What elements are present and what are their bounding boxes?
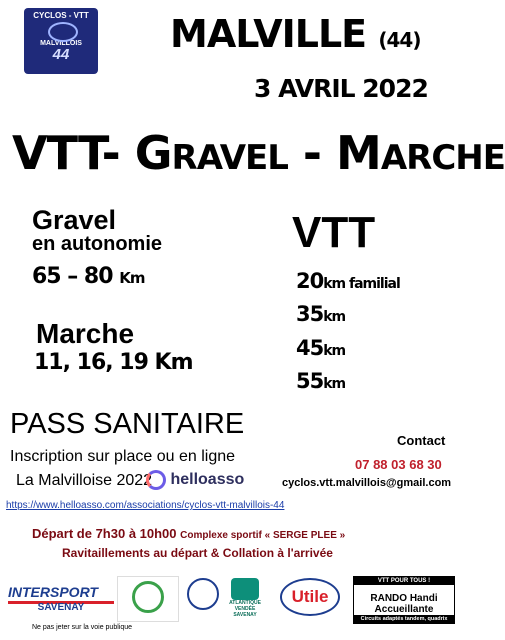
cyclist-icon <box>132 581 164 613</box>
vtt-distance-3 <box>296 336 345 360</box>
title-dash-1: - <box>101 126 135 180</box>
rando-top-banner: VTT POUR TOUS ! <box>354 577 454 585</box>
title-dash-2: - <box>287 126 337 180</box>
title-m: M <box>336 126 381 180</box>
vtt-distance-unit: km <box>323 309 346 325</box>
bike-swirl-icon <box>48 22 78 42</box>
gravel-distance-unit: Km <box>119 269 145 287</box>
event-city <box>170 12 421 56</box>
vtt-distance-4 <box>296 369 345 393</box>
main-title <box>12 126 505 180</box>
gravel-subtitle: en autonomie <box>32 233 163 255</box>
event-name: La Malvilloise 2022 <box>16 472 153 489</box>
helloasso-link[interactable]: https://www.helloasso.com/associations/cyclos-vtt-malvillois-44 <box>6 500 285 511</box>
ca-icon <box>231 578 259 600</box>
marche-distances: 11, 16, 19 Km <box>34 350 193 375</box>
helloasso-logo <box>146 470 244 490</box>
contact-email[interactable]: cyclos.vtt.malvillois@gmail.com <box>282 477 452 489</box>
cycling-club-logo <box>184 576 222 620</box>
vtt-distance-unit: km <box>323 343 346 359</box>
vtt-distance-value: 45 <box>296 336 324 360</box>
club-logo-line1: CYCLOS - VTT <box>33 11 89 20</box>
event-date: 3 AVRIL 2022 <box>254 74 428 103</box>
ca-line-2: VENDÉE <box>234 606 256 612</box>
intersport-logo <box>8 576 114 620</box>
ca-line-3: SAVENAY <box>233 612 257 618</box>
title-ravel: RAVEL <box>171 138 288 178</box>
utile-name: Utile <box>280 578 340 616</box>
departure-info <box>32 526 345 541</box>
vtt-distance-unit: km familial <box>323 276 400 292</box>
utile-logo <box>276 576 344 620</box>
gravel-title: Gravel <box>32 205 117 235</box>
city-department: (44) <box>378 28 421 52</box>
club-logo <box>24 8 98 74</box>
vtt-title: VTT <box>292 208 376 257</box>
credit-agricole-logo <box>226 576 264 620</box>
club-logo-line2: MALVILLOIS <box>40 40 82 47</box>
rando-middle-text: RANDO Handi Accueillante <box>370 593 438 615</box>
vtt-distance-value: 20 <box>296 269 324 293</box>
refreshments-info: Ravitaillements au départ & Collation à l'arrivée <box>62 546 333 560</box>
vtt-distance-unit: km <box>323 376 346 392</box>
vtt-distance-value: 55 <box>296 369 324 393</box>
rando-bottom-banner: Circuits adaptés tandem, quadrix <box>354 615 454 623</box>
title-g: G <box>134 126 172 180</box>
marche-title: Marche <box>36 318 135 349</box>
gravel-distance-value: 65 – 80 <box>32 264 113 289</box>
vtt-distance-value: 35 <box>296 302 324 326</box>
contact-title: Contact <box>397 433 446 448</box>
contact-phone[interactable]: 07 88 03 68 30 <box>355 457 442 472</box>
departure-time: Départ de 7h30 à 10h00 <box>32 526 177 541</box>
departure-place: Complexe sportif « SERGE PLEE » <box>180 530 346 541</box>
club-logo-line3: 44 <box>52 46 70 63</box>
pass-sanitaire: PASS SANITAIRE <box>10 408 245 440</box>
footnote: Ne pas jeter sur la voie publique <box>32 624 133 631</box>
city-name: MALVILLE <box>170 12 367 56</box>
intersport-name: INTERSPORT <box>8 584 98 600</box>
ca-line-1: ATLANTIQUE <box>229 600 261 606</box>
gravel-distance <box>32 264 145 289</box>
title-vtt: VTT <box>12 126 102 180</box>
helloasso-ring-icon <box>146 470 166 490</box>
inscription-text: Inscription sur place ou en ligne <box>10 448 236 465</box>
vtt-distance-1 <box>296 269 400 293</box>
rando-handi-logo <box>353 576 455 624</box>
ffct-logo <box>117 576 179 622</box>
intersport-location: SAVENAY <box>37 602 85 613</box>
vtt-distance-2 <box>296 302 345 326</box>
title-arche: ARCHE <box>380 138 505 178</box>
wheel-icon <box>187 578 219 610</box>
helloasso-logo-text: helloasso <box>170 471 245 488</box>
